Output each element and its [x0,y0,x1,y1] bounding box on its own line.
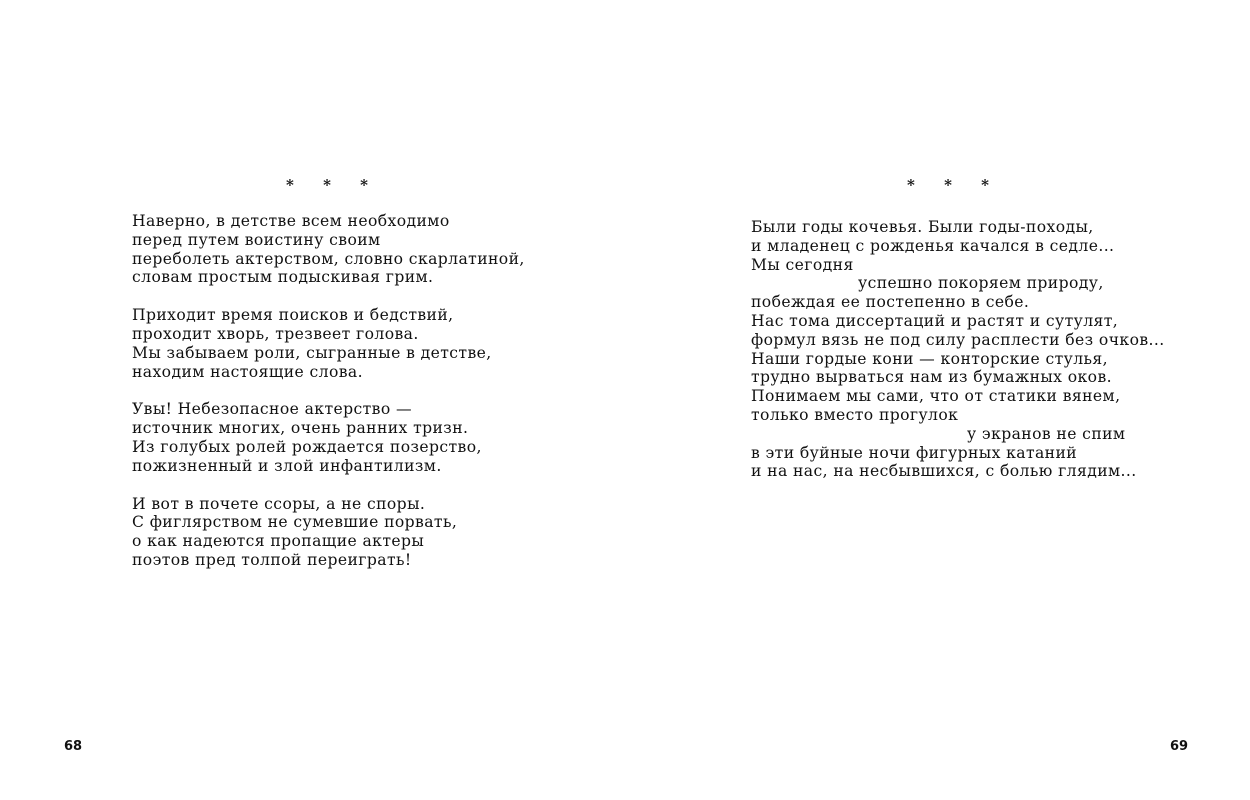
stanza [132,495,525,570]
poem-line: И вот в почете ссоры, а не споры. [132,494,426,513]
poem-line: и младенец с рожденья качался в седле... [751,236,1115,255]
poem-line: успешно покоряем природу, [858,274,1104,293]
poem-line: Мы сегодня [751,255,854,274]
poem-line: Приходит время поисков и бедствий, [132,306,454,325]
poem-line: формул вязь не под силу расплести без очков... [751,330,1165,349]
poem-line: и на нас, на несбывшихся, с болью глядим... [751,462,1137,481]
page-number: 69 [1170,739,1189,754]
poem-line: трудно вырваться нам из бумажных оков. [751,368,1112,387]
poem-right [751,218,1165,481]
poem-line: С фиглярством не сумевшие порвать, [132,513,458,532]
poem-line: Наверно, в детстве всем необходимо [132,212,450,230]
poem-left [132,212,525,589]
poem-line: перед путем воистину своим [132,230,381,249]
stanza [132,306,525,381]
poem-line: проходит хворь, трезвеет голова. [132,324,419,343]
poem-line: источник многих, очень ранних тризн. [132,419,469,438]
poem-line: о как надеются пропащие актеры [132,532,425,551]
poem-line: Из голубых ролей рождается позерство, [132,437,482,456]
poem-line: словам простым подыскивая грим. [132,268,434,287]
poem-line: в эти буйные ночи фигурных катаний [751,443,1078,462]
right-page [625,0,1250,800]
poem-line: Понимаем мы сами, что от статики вянем, [751,387,1121,406]
poem-separator: * * * [907,176,1001,194]
poem-line: поэтов пред толпой переиграть! [132,550,412,569]
poem-line: побеждая ее постепенно в себе. [751,293,1030,312]
page-number: 68 [64,739,83,754]
stanza [132,400,525,475]
poem-line: Были годы кочевья. Были годы-походы, [751,218,1094,236]
poem-line: у экранов не спим [967,424,1126,443]
stanza [132,212,525,287]
poem-line: Нас тома диссертаций и растят и сутулят, [751,311,1119,330]
poem-line: переболеть актерством, словно скарлатиной, [132,249,525,268]
poem-line: только вместо прогулок [751,405,959,424]
poem-line: Увы! Небезопасное актерство — [132,400,412,419]
poem-line: Мы забываем роли, сыгранные в детстве, [132,343,492,362]
poem-line: пожизненный и злой инфантилизм. [132,456,442,475]
poem-line: находим настоящие слова. [132,362,363,381]
poem-separator: * * * [286,176,380,194]
poem-line: Наши гордые кони — конторские стулья, [751,349,1109,368]
